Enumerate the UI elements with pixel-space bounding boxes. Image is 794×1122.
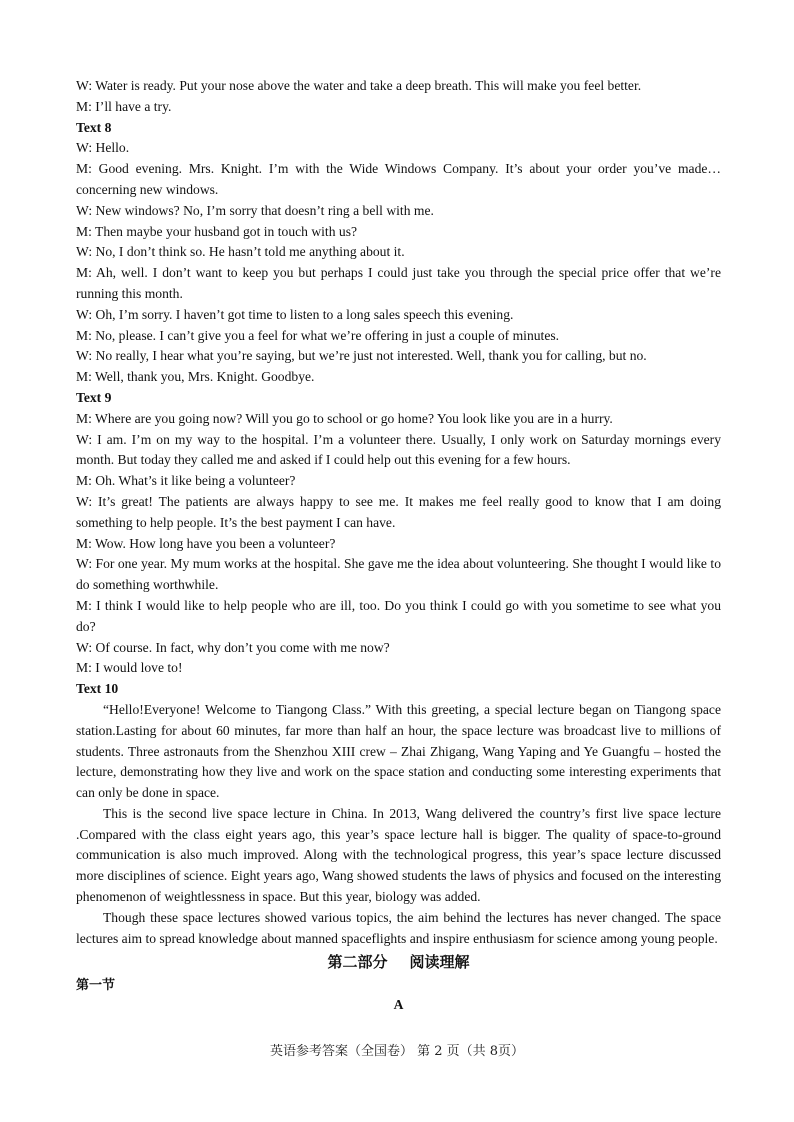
dialogue-line: M: Well, thank you, Mrs. Knight. Goodbye.	[76, 369, 315, 385]
part-two-subject: 阅读理解	[409, 953, 470, 972]
page-footer: 英语参考答案（全国卷） 第 2 页（共 8页）	[269, 1044, 525, 1059]
dialogue-line: W: It’s great! The patients are always happy to see me. It makes me feel really good to know that I am doing something to help people. It’s the best payment I can have.	[76, 493, 721, 530]
dialogue-line: W: Of course. In fact, why don’t you come with me now?	[76, 639, 390, 655]
text8-heading: Text 8	[76, 119, 112, 135]
dialogue-line: W: Oh, I’m sorry. I haven’t got time to listen to a long sales speech this evening.	[76, 306, 514, 322]
dialogue-line: M: Ah, well. I don’t want to keep you but perhaps I could just take you through the special price offer that we’re running this month.	[76, 265, 721, 301]
dialogue-line: M: Oh. What’s it like being a volunteer?	[76, 473, 296, 489]
passage-paragraph: “Hello!Everyone! Welcome to Tiangong Class.” With this greeting, a special lecture began on Tiangong space station.Lasting for about 60 minutes, far more than half an hour, the space lecture was broadcast live to millions of students. Three astronauts from the Shenzhou XIII crew – Zhai Zhigang, Wang Yaping and Ye Guangfu – hosted the lecture, demonstrating how they live and work on the space station and conducting some interesting experiments that can only be done in space.	[76, 701, 721, 801]
passage-paragraph: This is the second live space lecture in China. In 2013, Wang delivered the country’s first live space lecture .Compared with the class eight years ago, this year’s space lecture hall is bigger. The quality of space-to-ground communication is also much improved. Along with the technological progress, this year’s space lecture discussed more disciplines of science. Eight years ago, Wang showed students the laws of physics and focused on the interesting phenomenon of weightlessness in space. But this year, biology was added.	[76, 805, 721, 905]
text9-heading: Text 9	[76, 389, 112, 405]
dialogue-line: M: I’ll have a try.	[76, 98, 172, 114]
dialogue-line: M: Wow. How long have you been a volunteer?	[76, 535, 336, 551]
dialogue-line: M: Then maybe your husband got in touch with us?	[76, 223, 358, 239]
dialogue-line: W: No, I don’t think so. He hasn’t told me anything about it.	[76, 244, 405, 260]
part-two-label: 第二部分	[327, 953, 388, 972]
dialogue-line: W: Hello.	[76, 140, 130, 156]
dialogue-line: W: New windows? No, I’m sorry that doesn’t ring a bell with me.	[76, 202, 434, 218]
passage-letter: A	[393, 997, 404, 1013]
passage-paragraph: Though these space lectures showed various topics, the aim behind the lectures has never changed. The space lectures aim to spread knowledge about manned spaceflights and inspire enthusiasm for science among young people.	[76, 909, 721, 946]
part-two-title	[76, 949, 721, 975]
section-one-label: 第一节	[76, 978, 116, 994]
dialogue-line: M: I think I would like to help people who are ill, too. Do you think I could go with you sometime to see what you do?	[76, 597, 721, 634]
dialogue-line: M: Good evening. Mrs. Knight. I’m with the Wide Windows Company. It’s about your order you’ve made… concerning new windows.	[76, 161, 721, 197]
dialogue-line: M: I would love to!	[76, 660, 183, 676]
dialogue-line: M: No, please. I can’t give you a feel for what we’re offering in just a couple of minutes.	[76, 327, 560, 343]
dialogue-line: W: Water is ready. Put your nose above the water and take a deep breath. This will make you feel better.	[76, 78, 642, 93]
dialogue-line: W: No really, I hear what you’re saying, but we’re just not interested. Well, thank you for calling, but no.	[76, 348, 647, 364]
dialogue-line: M: Where are you going now? Will you go to school or go home? You look like you are in a hurry.	[76, 410, 613, 426]
dialogue-line: W: For one year. My mum works at the hospital. She gave me the idea about volunteering. She thought I would like to do something worthwhile.	[76, 556, 721, 593]
dialogue-line: W: I am. I’m on my way to the hospital. I’m a volunteer there. Usually, I only work on Saturday mornings every month. But today they called me and asked if I could help out this evening for a few hours.	[76, 431, 721, 468]
document-body	[76, 76, 721, 1013]
text10-heading: Text 10	[76, 681, 119, 697]
